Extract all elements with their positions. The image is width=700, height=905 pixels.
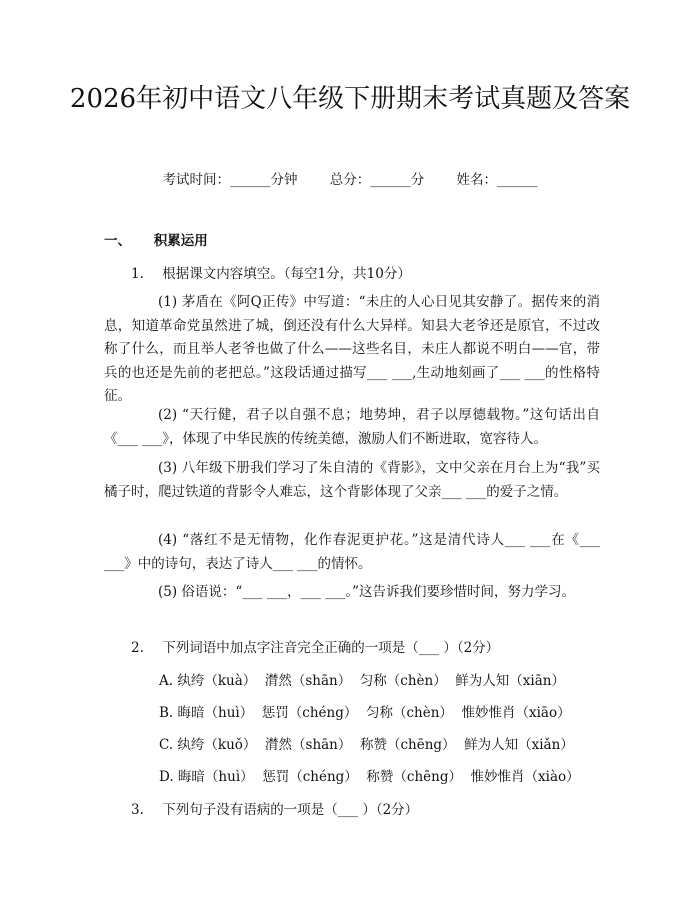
question-3: [131, 798, 418, 818]
question-text: 根据课文内容填空。（每空1分，共10分）: [162, 266, 411, 282]
section-title: 积累运用: [153, 233, 208, 249]
option-d: D. 晦暗（huì） 惩罚（chéng） 称赞（chēng） 惟妙惟肖（xiào）: [159, 769, 580, 785]
section-heading: [104, 229, 208, 249]
question-text: 下列词语中加点字注音完全正确的一项是（___ ）（2分）: [162, 640, 500, 656]
student-name-field: 姓名：______: [456, 172, 538, 188]
fill-item-5: (5) 俗语说：“___ ___，___ ___。”这告诉我们要珍惜时间，努力学习。: [158, 584, 576, 600]
total-score-field: 总分：______分: [329, 172, 425, 188]
option-c: C. 纨绔（kuǒ） 潸然（shān） 称赞（chēng） 鲜为人知（xiǎn）: [159, 737, 574, 753]
fill-item-1: (1) 茅盾在《阿Q正传》中写道：“未庄的人心日见其安静了。据传来的消息，知道革命党虽然进了城，倒还没有什么大异样。知县大老爷还是原官，不过改称了什么，而且举人老爷也做了什么——这些名目，未庄人都说不明白——官，带兵的也还是先前的老把总。”这段话通过描写___ ___,生动地刻画了___ ___的性格特征。: [104, 294, 600, 404]
question-2: [131, 636, 499, 656]
option-a: A. 纨绔（kuà） 潸然（shān） 匀称（chèn） 鲜为人知（xiān）: [159, 673, 565, 689]
question-number: 2.: [131, 640, 144, 656]
section-number: 一、: [104, 233, 131, 249]
fill-item-3: (3) 八年级下册我们学习了朱自清的《背影》，文中父亲在月台上为“我”买橘子时，爬过铁道的背影令人难忘，这个背影体现了父亲___ ___的爱子之情。: [104, 460, 600, 500]
fill-item-2: (2) “天行健，君子以自强不息；地势坤，君子以厚德载物。”这句话出自《___ ___》，体现了中华民族的传统美德，激励人们不断进取，宽容待人。: [104, 407, 600, 447]
fill-item-4: (4) “落红不是无情物，化作春泥更护花。”这是清代诗人___ ___在《___ ___》中的诗句，表达了诗人___ ___的情怀。: [104, 532, 600, 572]
question-number: 1.: [131, 266, 144, 282]
question-text: 下列句子没有语病的一项是（___ ）（2分）: [162, 802, 419, 818]
question-1: [131, 262, 411, 282]
question-number: 3.: [131, 802, 144, 818]
exam-time-field: 考试时间：______分钟: [162, 172, 298, 188]
exam-title: 2026年初中语文八年级下册期末考试真题及答案: [69, 84, 631, 114]
option-b: B. 晦暗（huì） 惩罚（chéng） 匀称（chèn） 惟妙惟肖（xiāo）: [159, 705, 571, 721]
exam-meta: [0, 168, 700, 188]
